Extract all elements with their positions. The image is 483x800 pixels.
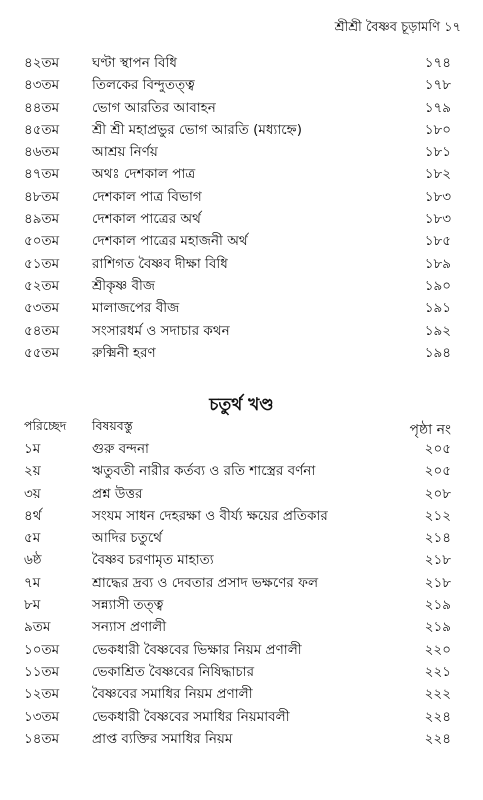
toc-chapter-number: ৬ষ্ঠ — [24, 552, 42, 569]
toc-page-number: ২১৯ — [424, 597, 451, 614]
toc-page-number: ১৯৪ — [424, 344, 451, 361]
toc-page-number: ১৯১ — [424, 300, 451, 317]
toc-entry-title: শ্রাদ্ধের দ্রব্য ও দেবতার প্রসাদ ভক্ষণের ফল — [92, 574, 319, 591]
column-header — [0, 418, 483, 438]
toc-chapter-number: ৪৮তম — [24, 188, 60, 205]
section-title: চতুর্থ খণ্ড — [209, 395, 274, 415]
toc-entry — [0, 661, 483, 683]
toc-entry — [0, 438, 483, 460]
toc-entry-title: দেশকাল পাত্র বিভাগ — [92, 188, 202, 205]
toc-entry-title: সংসারধর্ম ও সদাচার কথন — [92, 322, 230, 339]
toc-list-part-two — [0, 438, 483, 750]
toc-entry — [0, 297, 483, 319]
toc-entry-title: শ্রী শ্রী মহাপ্রভুর ভোগ আরতি (মধ্যাহ্নে) — [92, 121, 302, 138]
toc-chapter-number: ১০তম — [24, 641, 60, 658]
toc-entry — [0, 230, 483, 252]
toc-entry — [0, 616, 483, 638]
toc-page-number: ২১৮ — [424, 552, 451, 569]
toc-entry — [0, 527, 483, 549]
toc-page-number: ২২০ — [424, 641, 451, 658]
toc-chapter-number: ৪৪তম — [24, 99, 60, 116]
column-header-title: বিষয়বস্তু — [92, 418, 133, 433]
toc-page-number: ১৮৫ — [424, 233, 451, 250]
toc-chapter-number: ৪৬তম — [24, 144, 60, 161]
toc-entry-title: ঋতুবতী নারীর কর্তব্য ও রতি শাস্ত্রের বর্ণনা — [92, 463, 316, 480]
toc-entry-title: বৈষ্ণব চরণামৃত মাহাত্য — [92, 552, 214, 569]
toc-entry-title: দেশকাল পাত্রের অর্থ — [92, 211, 201, 228]
toc-page-number: ১৮০ — [424, 121, 451, 138]
toc-entry — [0, 275, 483, 297]
toc-chapter-number: ৮ম — [24, 597, 41, 614]
toc-entry — [0, 505, 483, 527]
toc-entry — [0, 320, 483, 342]
column-header-chapter: পরিচ্ছেদ — [24, 418, 67, 433]
toc-chapter-number: ৫৪তম — [24, 322, 60, 339]
toc-page-number: ১৯০ — [424, 277, 451, 294]
toc-entry-title: সন্যাস প্রণালী — [92, 619, 167, 636]
toc-page-number: ২১২ — [424, 507, 451, 524]
toc-entry — [0, 728, 483, 750]
toc-page-number: ২০৫ — [424, 441, 451, 457]
toc-entry-title: ভেকাশ্রিত বৈষ্ণবের নিষিদ্ধাচার — [92, 663, 255, 680]
toc-entry-title: তিলকের বিন্দুতত্ত্ব — [92, 77, 195, 94]
toc-list-part-one — [0, 52, 483, 364]
toc-entry-title: রাশিগত বৈষ্ণব দীক্ষা বিধি — [92, 255, 228, 272]
toc-chapter-number: ১২তম — [24, 686, 60, 703]
toc-page-number: ২১৪ — [424, 530, 451, 547]
toc-page-number: ২০৮ — [424, 485, 451, 502]
toc-chapter-number: ২য় — [24, 463, 41, 480]
toc-chapter-number: ১৩তম — [24, 708, 60, 725]
toc-entry — [0, 119, 483, 141]
toc-entry — [0, 594, 483, 616]
toc-page-number: ১৭৪ — [424, 55, 451, 71]
toc-page-number: ২২৪ — [424, 708, 451, 725]
toc-chapter-number: ৪৩তম — [24, 77, 60, 94]
toc-chapter-number: ১৪তম — [24, 730, 60, 747]
toc-entry — [0, 97, 483, 119]
toc-page-number: ২২২ — [424, 686, 451, 703]
toc-entry-title: ভেকধারী বৈষ্ণবের সমাধির নিয়মাবলী — [92, 708, 290, 725]
toc-entry-title: শ্রীকৃষ্ণ বীজ — [92, 277, 155, 294]
toc-entry-title: প্রশ্ন উত্তর — [92, 485, 143, 502]
toc-entry — [0, 706, 483, 728]
toc-entry — [0, 208, 483, 230]
toc-entry — [0, 253, 483, 275]
toc-entry — [0, 572, 483, 594]
toc-entry — [0, 74, 483, 96]
toc-chapter-number: ৪২তম — [24, 55, 60, 71]
toc-entry-title: সংযম সাধন দেহরক্ষা ও বীর্য্য ক্ষয়ের প্রতিকার — [92, 507, 328, 524]
toc-entry-title: ভেকধারী বৈষ্ণবের ভিক্ষার নিয়ম প্রণালী — [92, 641, 302, 658]
toc-page-number: ২১৯ — [424, 619, 451, 636]
toc-entry — [0, 163, 483, 185]
toc-entry-title: বৈষ্ণবের সমাধির নিয়ম প্রণালী — [92, 686, 253, 703]
toc-page-number: ২১৮ — [424, 574, 451, 591]
toc-entry-title: ঘণ্টা স্থাপন বিধি — [92, 55, 177, 71]
toc-entry-title: দেশকাল পাত্রের মহাজনী অর্থ — [92, 233, 248, 250]
toc-chapter-number: ১ম — [24, 441, 41, 457]
toc-chapter-number: ৯তম — [24, 619, 51, 636]
toc-chapter-number: ৪র্থ — [24, 507, 42, 524]
toc-entry-title: মালাজপের বীজ — [92, 300, 180, 317]
toc-entry — [0, 683, 483, 705]
toc-chapter-number: ৭ম — [24, 574, 41, 591]
toc-entry — [0, 483, 483, 505]
toc-chapter-number: ৫ম — [24, 530, 41, 547]
toc-page-number: ১৮৯ — [424, 255, 451, 272]
toc-page-number: ২২১ — [424, 663, 451, 680]
toc-entry-title: সন্ন্যাসী তত্ত্ব — [92, 597, 164, 614]
toc-entry — [0, 639, 483, 661]
toc-chapter-number: ৫১তম — [24, 255, 60, 272]
toc-chapter-number: ১১তম — [24, 663, 60, 680]
toc-entry-title: রুক্মিনী হরণ — [92, 344, 156, 361]
toc-entry-title: আদির চতুর্থে — [92, 530, 163, 547]
toc-chapter-number: ৪৫তম — [24, 121, 60, 138]
toc-page-number: ২০৫ — [424, 463, 451, 480]
toc-entry — [0, 342, 483, 364]
toc-entry-title: ভোগ আরতির আবাহন — [92, 99, 216, 116]
toc-chapter-number: ৫০তম — [24, 233, 60, 250]
column-header-page: পৃষ্ঠা নং — [409, 422, 451, 438]
toc-page-number: ১৯২ — [424, 322, 451, 339]
toc-entry — [0, 141, 483, 163]
toc-page-number: ১৮২ — [424, 166, 451, 183]
toc-chapter-number: ৫২তম — [24, 277, 60, 294]
toc-entry-title: অথঃ দেশকাল পাত্র — [92, 166, 196, 183]
toc-entry — [0, 460, 483, 482]
toc-page-number: ১৭৮ — [424, 77, 451, 94]
toc-page-number: ২২৪ — [424, 730, 451, 747]
toc-chapter-number: ৩য় — [24, 485, 41, 502]
toc-page-number: ১৮৩ — [424, 188, 451, 205]
toc-entry-title: প্রাপ্ত ব্যক্তির সমাধির নিয়ম — [92, 730, 233, 747]
toc-entry-title: গুরু বন্দনা — [92, 441, 149, 457]
toc-page-number: ১৮১ — [424, 144, 451, 161]
toc-page-number: ১৮৩ — [424, 211, 451, 228]
toc-entry — [0, 52, 483, 74]
toc-chapter-number: ৪৯তম — [24, 211, 60, 228]
toc-chapter-number: ৪৭তম — [24, 166, 60, 183]
toc-entry — [0, 186, 483, 208]
running-head: শ্রীশ্রী বৈষ্ণব চূড়ামণি ১৭ — [334, 20, 461, 35]
toc-chapter-number: ৫৫তম — [24, 344, 60, 361]
toc-entry-title: আশ্রয় নির্ণয় — [92, 144, 158, 161]
toc-chapter-number: ৫৩তম — [24, 300, 60, 317]
toc-entry — [0, 549, 483, 571]
toc-page-number: ১৭৯ — [424, 99, 451, 116]
